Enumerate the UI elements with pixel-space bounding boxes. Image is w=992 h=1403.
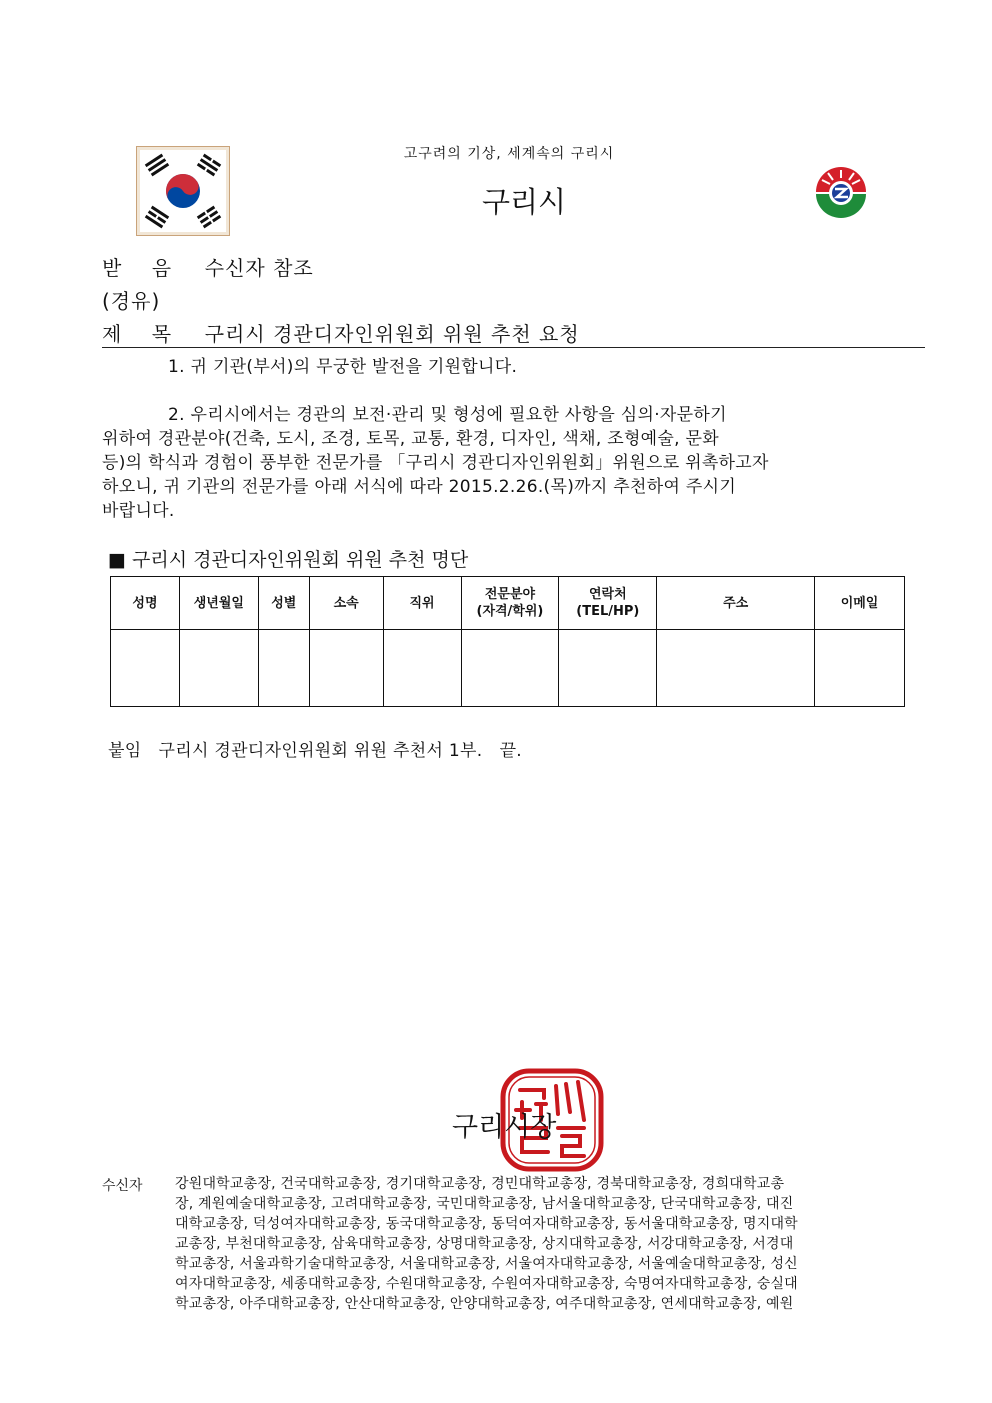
recipients-line: 장, 계원예술대학교총장, 고려대학교총장, 국민대학교총장, 남서울대학교총장, 단국대학교총장, 대진	[175, 1196, 794, 1212]
table-cell	[383, 630, 461, 707]
column-header: 성명	[111, 577, 180, 630]
table-row	[111, 630, 905, 707]
column-header: 전문분야 (자격/학위)	[461, 577, 559, 630]
column-header: 이메일	[815, 577, 905, 630]
recipient-label: 받 음	[102, 256, 173, 280]
paragraph-2-line-1: 2. 우리시에서는 경관의 보전·관리 및 형성에 필요한 사항을 심의·자문하기	[168, 405, 727, 425]
table-cell	[309, 630, 383, 707]
table-cell	[657, 630, 815, 707]
attachment-note: 붙임 구리시 경관디자인위원회 위원 추천서 1부. 끝.	[108, 741, 523, 761]
national-flag-icon	[136, 146, 230, 236]
table-cell	[179, 630, 258, 707]
column-header: 직위	[383, 577, 461, 630]
city-emblem-icon	[812, 166, 870, 218]
recommendation-table	[110, 576, 905, 707]
recipients-line: 교총장, 부천대학교총장, 삼육대학교총장, 상명대학교총장, 상지대학교총장, 서강대학교총장, 서경대	[175, 1236, 794, 1252]
recipients-line: 강원대학교총장, 건국대학교총장, 경기대학교총장, 경민대학교총장, 경북대학교총장, 경희대학교총	[175, 1176, 785, 1192]
column-header: 주소	[657, 577, 815, 630]
recipients-line: 여자대학교총장, 세종대학교총장, 수원대학교총장, 수원여자대학교총장, 숙명여자대학교총장, 숭실대	[175, 1276, 798, 1292]
table-cell	[559, 630, 657, 707]
column-header: 소속	[309, 577, 383, 630]
paragraph-2-line-3: 등)의 학식과 경험이 풍부한 전문가를 「구리시 경관디자인위원회」위원으로 위촉하고자	[102, 453, 769, 473]
subject-label: 제 목	[102, 322, 173, 346]
recipient-value: 수신자 참조	[204, 256, 314, 280]
table-cell	[815, 630, 905, 707]
recipients-list	[175, 1174, 923, 1314]
recipients-line: 학교총장, 아주대학교총장, 안산대학교총장, 안양대학교총장, 여주대학교총장, 연세대학교총장, 예원	[175, 1296, 794, 1312]
column-header: 생년월일	[179, 577, 258, 630]
table-heading: ■ 구리시 경관디자인위원회 위원 추천 명단	[108, 549, 469, 571]
recipients-line: 학교총장, 서울과학기술대학교총장, 서울대학교총장, 서울여자대학교총장, 서울예술대학교총장, 성신	[175, 1256, 798, 1272]
sender-signature: 구리시장	[452, 1112, 557, 1143]
paragraph-2-line-4: 하오니, 귀 기관의 전문가를 아래 서식에 따라 2015.2.26.(목)까지 추천하여 주시기	[102, 477, 737, 497]
table-cell	[111, 630, 180, 707]
subject-value: 구리시 경관디자인위원회 위원 추천 요청	[204, 322, 580, 346]
organization-title: 구리시	[481, 185, 567, 219]
paragraph-2-line-2: 위하여 경관분야(건축, 도시, 조경, 토목, 교통, 환경, 디자인, 색채, 조형예술, 문화	[102, 429, 719, 449]
via-label: (경유)	[102, 289, 161, 313]
recipients-line: 대학교총장, 덕성여자대학교총장, 동국대학교총장, 동덕여자대학교총장, 동서울대학교총장, 명지대학	[175, 1216, 798, 1232]
table-cell	[461, 630, 559, 707]
paragraph-1: 1. 귀 기관(부서)의 무궁한 발전을 기원합니다.	[168, 357, 518, 377]
column-header: 연락처 (TEL/HP)	[559, 577, 657, 630]
recipients-label: 수신자	[102, 1178, 143, 1194]
table-cell	[258, 630, 309, 707]
column-header: 성별	[258, 577, 309, 630]
paragraph-2-line-5: 바랍니다.	[102, 501, 175, 521]
recipient-field	[102, 252, 314, 281]
table-header-row	[111, 577, 905, 630]
subject-field	[102, 318, 580, 347]
header-divider	[102, 347, 925, 348]
slogan: 고구려의 기상, 세계속의 구리시	[403, 146, 615, 162]
